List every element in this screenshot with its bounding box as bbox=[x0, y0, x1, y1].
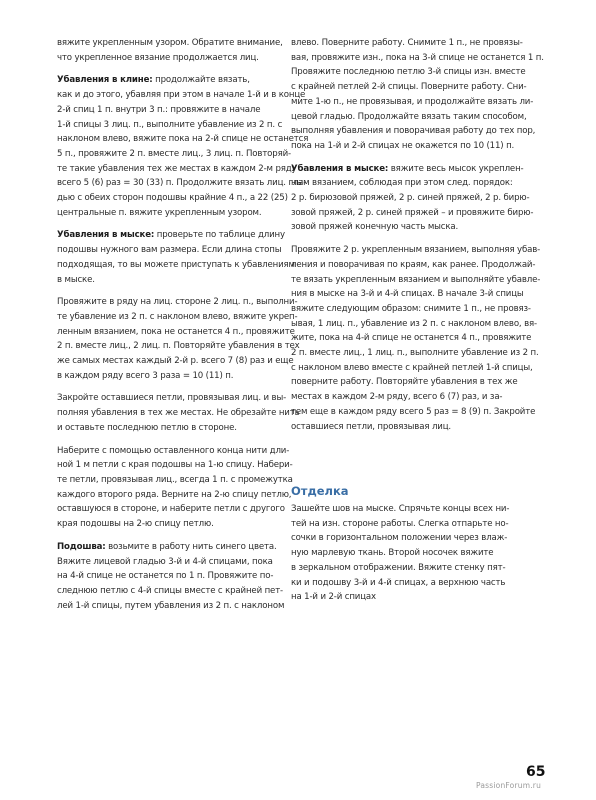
line-text: центральные п. вяжите укрепленным узором. bbox=[57, 207, 262, 218]
text-line bbox=[291, 302, 536, 317]
line-text: с крайней петлей 2-й спицы. Поверните работу. Сни- bbox=[291, 82, 527, 93]
line-text: Наберите с помощью оставленного конца нити дли- bbox=[57, 445, 290, 456]
line-text: тем еще в каждом ряду всего 5 раз = 8 (9) п. Закройте bbox=[291, 406, 536, 417]
line-text: вая, провяжите изн., пока на 3-й спице не останется 1 п. bbox=[291, 52, 544, 63]
paragraph bbox=[57, 73, 309, 220]
line-text: мите 1-ю п., не провязывая, и продолжайте вязать ли- bbox=[291, 96, 534, 107]
text-line: на 1-й и 2-й спицах bbox=[291, 592, 376, 603]
line-text: полняя убавления в тех же местах. Не обрезайте нить bbox=[57, 408, 300, 419]
text-line: сочки в горизонтальном положении через влаж- bbox=[291, 533, 508, 544]
line-text: ления и поворачивая по краям, как ранее. Продолжай- bbox=[291, 259, 536, 270]
line-text: те петли, провязывая лиц., всегда 1 п. с промежутка bbox=[57, 474, 293, 485]
text-line bbox=[291, 258, 536, 273]
text-line bbox=[57, 517, 275, 532]
paragraph bbox=[291, 36, 544, 154]
text-line: ную марлевую ткань. Второй носочек вяжите bbox=[291, 548, 494, 559]
line-text: 1-й спицы 3 лиц. п., выполните убавление из 2 п. с bbox=[57, 119, 283, 130]
text-line bbox=[57, 295, 298, 310]
line-text: всего 5 (6) раз = 30 (33) п. Продолжите вязать лиц. гла- bbox=[57, 178, 307, 189]
text-line bbox=[291, 361, 536, 376]
line-text: же самых местах каждый 2-й р. всего 7 (8) раз и еще bbox=[57, 356, 294, 367]
text-line bbox=[57, 488, 292, 503]
line-text: как и до этого, убавляя при этом в начале 1-й и в конце bbox=[57, 90, 306, 101]
text-line bbox=[57, 243, 282, 258]
finishing-paragraph bbox=[291, 502, 536, 605]
text-line bbox=[291, 390, 536, 405]
line-text: выполняя убавления и поворачивая работу до тех пор, bbox=[291, 126, 536, 137]
line-text: с наклоном влево вместе с крайней петлей 1-й спицы, bbox=[291, 362, 533, 373]
line-text: вяжите весь мысок укреплен- bbox=[388, 163, 524, 174]
line-text: 2 р. бирюзовой пряжей, 2 р. синей пряжей, 2 р. бирю- bbox=[291, 193, 530, 204]
line-text: ывая, 1 лиц. п., убавление из 2 п. с наклоном влево, вя- bbox=[291, 318, 537, 329]
text-line bbox=[57, 73, 275, 88]
line-text: лей 1-й спицы, путем убавления из 2 п. с наклоном bbox=[57, 600, 285, 611]
line-text: края подошвы на 2-ю спицу петлю. bbox=[57, 519, 214, 530]
text-line bbox=[291, 36, 536, 51]
paragraph bbox=[57, 444, 293, 532]
text-line bbox=[57, 569, 275, 584]
text-line bbox=[57, 258, 295, 273]
paragraph bbox=[57, 228, 295, 287]
line-text: что укрепленное вязание продолжается лиц. bbox=[57, 52, 259, 63]
text-line bbox=[291, 51, 544, 66]
line-text: и оставьте последнюю петлю в стороне. bbox=[57, 422, 237, 433]
text-line bbox=[291, 139, 536, 154]
line-text: вяжите укрепленным узором. Обратите внимание, bbox=[57, 38, 283, 48]
text-line bbox=[57, 444, 290, 459]
line-text: те такие убавления тех же местах в каждом 2-м ряду bbox=[57, 163, 297, 174]
paragraph bbox=[57, 540, 285, 614]
line-text: зовой пряжей конечную часть мыска. bbox=[291, 222, 459, 233]
line-text: цевой гладью. Продолжайте вязать таким способом, bbox=[291, 111, 527, 122]
paragraph-lead: Убавления в мыске: bbox=[291, 163, 389, 174]
text-line bbox=[291, 346, 539, 361]
line-text: продолжайте вязать, bbox=[152, 75, 250, 86]
text-line bbox=[291, 243, 541, 258]
line-text: ленным вязанием, пока не останется 4 п., провяжите bbox=[57, 326, 295, 337]
text-line bbox=[291, 110, 536, 125]
line-text: оставшиеся петли, провязывая лиц. bbox=[291, 421, 451, 432]
text-line bbox=[291, 95, 536, 110]
left-column bbox=[57, 36, 309, 621]
text-line: в зеркальном отображении. Вяжите стенку пят- bbox=[291, 562, 506, 573]
text-line bbox=[57, 354, 294, 369]
text-line bbox=[291, 317, 536, 332]
line-text: Провяжите последнюю петлю 3-й спицы изн. вместе bbox=[291, 67, 526, 78]
text-line bbox=[57, 325, 295, 340]
line-text: подошвы нужного вам размера. Если длина стопы bbox=[57, 245, 282, 256]
line-text: каждого второго ряда. Верните на 2-ю спицу петлю, bbox=[57, 489, 292, 500]
line-text: 2 п. вместе лиц., 2 лиц. п. Повторяйте убавления в тех bbox=[57, 341, 300, 352]
text-line bbox=[57, 147, 292, 162]
line-text: на 4-й спице не останется по 1 п. Провяжите по- bbox=[57, 571, 274, 582]
text-line bbox=[57, 391, 287, 406]
line-text: Закройте оставшиеся петли, провязывая лиц. и вы- bbox=[57, 393, 287, 404]
text-line bbox=[291, 124, 536, 139]
line-text: зовой пряжей, 2 р. синей пряжей – и провяжите бирю- bbox=[291, 207, 534, 218]
line-text: пока на 1-й и 2-й спицах не окажется по 10 (11) п. bbox=[291, 140, 515, 151]
line-text: дью с обеих сторон подошвы крайние 4 п., а 22 (25) bbox=[57, 193, 288, 204]
text-line bbox=[57, 206, 275, 221]
text-line bbox=[57, 421, 275, 436]
line-text: 2-й спиц 1 п. внутри 3 п.: провяжите в начале bbox=[57, 104, 261, 115]
line-text: проверьте по таблице длину bbox=[154, 230, 285, 241]
text-line bbox=[57, 118, 283, 133]
text-line bbox=[57, 369, 275, 384]
line-text: подходящая, то вы можете приступать к убавлениям bbox=[57, 259, 295, 270]
text-line: Зашейте шов на мыске. Спрячьте концы всех ни- bbox=[291, 504, 510, 514]
line-text: оставшуюся в стороне, и наберите петли с другого bbox=[57, 504, 285, 515]
section-heading: Отделка bbox=[291, 484, 349, 498]
line-text: поверните работу. Повторяйте убавления в тех же bbox=[291, 377, 518, 388]
line-text: возьмите в работу нить синего цвета. bbox=[105, 541, 277, 552]
line-text: ным вязанием, соблюдая при этом след. порядок: bbox=[291, 178, 513, 189]
text-line bbox=[291, 65, 536, 80]
paragraph bbox=[291, 162, 536, 236]
paragraph bbox=[291, 243, 541, 434]
paragraph bbox=[57, 36, 283, 65]
text-line bbox=[57, 406, 300, 421]
line-text: те убавление из 2 п. с наклоном влево, вяжите укреп- bbox=[57, 311, 298, 322]
text-line bbox=[57, 228, 285, 243]
line-text: наклоном влево, вяжите пока на 2-й спице не останется bbox=[57, 134, 309, 145]
text-line bbox=[291, 405, 536, 420]
line-text: ния в мыске на 3-й и 4-й спицах. В начале 3-й спицы bbox=[291, 289, 524, 300]
paragraph-lead: Убавления в мыске: bbox=[57, 230, 155, 241]
paragraph bbox=[57, 391, 300, 435]
line-text: ной 1 м петли с края подошвы на 1-ю спицу. Набери- bbox=[57, 460, 293, 471]
text-line bbox=[291, 273, 541, 288]
text-line bbox=[291, 176, 536, 191]
line-text: влево. Поверните работу. Снимите 1 п., не провязы- bbox=[291, 38, 523, 48]
line-text: те вязать укрепленным вязанием и выполняйте убавле- bbox=[291, 274, 541, 285]
text-line bbox=[57, 310, 298, 325]
text-line bbox=[57, 176, 307, 191]
paragraph bbox=[57, 295, 300, 383]
text-line bbox=[57, 132, 309, 147]
text-line bbox=[57, 339, 300, 354]
text-line bbox=[57, 51, 275, 66]
line-text: местах в каждом 2-м ряду, всего 6 (7) раз, и за- bbox=[291, 392, 503, 403]
line-text: жите, пока на 4-й спице не останется 4 п., провяжите bbox=[291, 333, 532, 344]
text-line bbox=[291, 191, 536, 206]
text-line bbox=[291, 220, 536, 235]
line-text: Вяжите лицевой гладью 3-й и 4-й спицами, пока bbox=[57, 556, 273, 567]
line-text: Провяжите 2 р. укрепленным вязанием, выполняя убав- bbox=[291, 245, 541, 256]
text-line bbox=[57, 540, 275, 555]
text-line bbox=[291, 375, 536, 390]
text-line bbox=[57, 584, 283, 599]
text-line bbox=[57, 599, 285, 614]
page-number: 65 bbox=[526, 764, 546, 780]
text-line bbox=[57, 191, 288, 206]
text-line bbox=[291, 331, 536, 346]
paragraph-lead: Убавления в клине: bbox=[57, 75, 153, 86]
text-line bbox=[57, 103, 275, 118]
text-line bbox=[291, 80, 536, 95]
text-line bbox=[57, 502, 285, 517]
text-line bbox=[57, 473, 293, 488]
text-line bbox=[291, 287, 536, 302]
line-text: в каждом ряду всего 3 раза = 10 (11) п. bbox=[57, 370, 234, 381]
line-text: следнюю петлю с 4-й спицы вместе с крайней пет- bbox=[57, 585, 283, 596]
text-line bbox=[291, 206, 536, 221]
paragraph-lead: Подошва: bbox=[57, 541, 106, 552]
text-line bbox=[57, 162, 297, 177]
text-line bbox=[57, 273, 275, 288]
right-column bbox=[291, 36, 544, 442]
text-line bbox=[57, 458, 293, 473]
line-text: вяжите следующим образом: снимите 1 п., не провяз- bbox=[291, 303, 531, 314]
text-line bbox=[57, 36, 283, 51]
text-line: ки и подошву 3-й и 4-й спицах, а верхнюю часть bbox=[291, 577, 506, 588]
line-text: 5 п., провяжите 2 п. вместе лиц., 3 лиц. п. Повторяй- bbox=[57, 148, 292, 159]
line-text: 2 п. вместе лиц., 1 лиц. п., выполните убавление из 2 п. bbox=[291, 348, 539, 359]
line-text: в мыске. bbox=[57, 274, 95, 285]
text-line bbox=[291, 420, 536, 435]
text-line: тей на изн. стороне работы. Слегка отпарьте но- bbox=[291, 518, 509, 529]
watermark: PassionForum.ru bbox=[476, 781, 542, 790]
text-line bbox=[57, 88, 306, 103]
text-line bbox=[57, 555, 275, 570]
line-text: Провяжите в ряду на лиц. стороне 2 лиц. п., выполни- bbox=[57, 297, 298, 308]
text-line bbox=[291, 162, 536, 177]
